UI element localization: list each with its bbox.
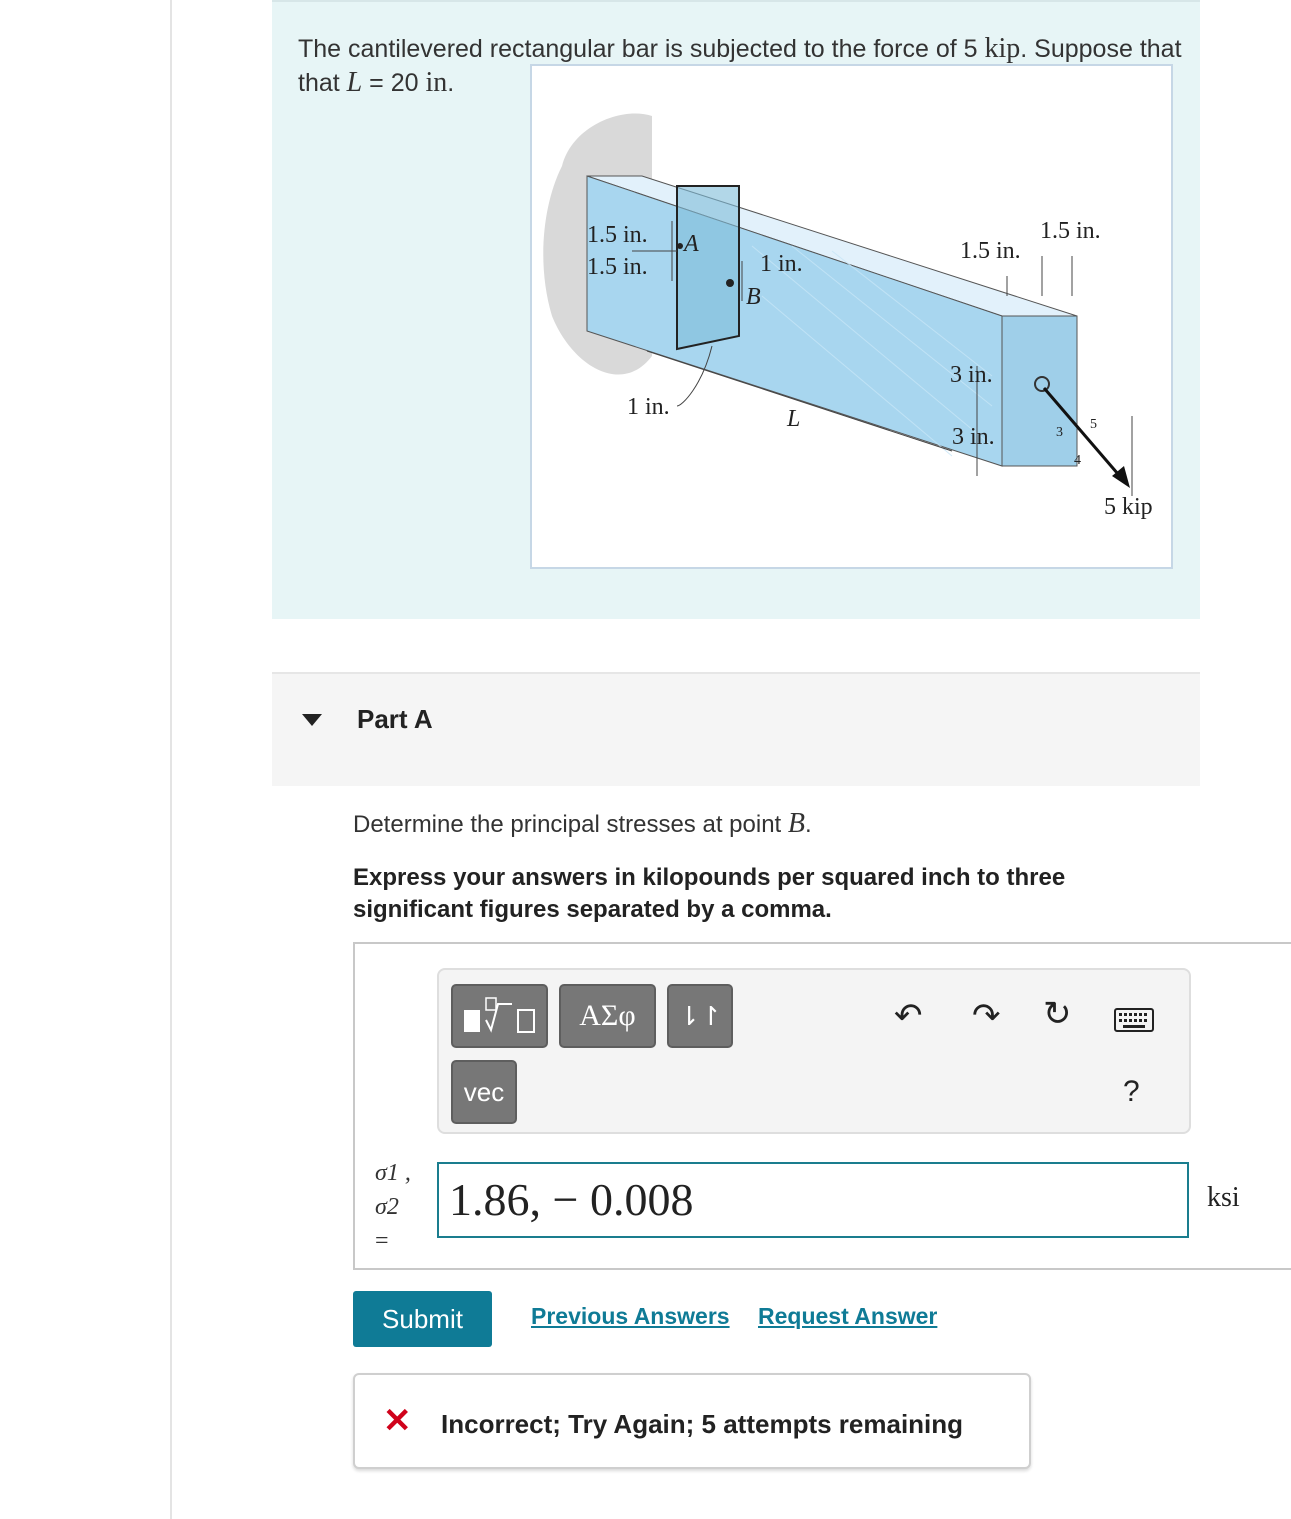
collapse-caret-icon[interactable] (302, 714, 322, 726)
subscript-superscript-button[interactable]: ⇂↾ (667, 984, 733, 1048)
help-button[interactable]: ? (1123, 1075, 1140, 1108)
incorrect-icon: ✕ (383, 1402, 412, 1440)
section-plane (677, 186, 739, 349)
label-point-b: B (746, 284, 761, 310)
slope-3: 3 (1056, 425, 1063, 440)
answer-instruction: Express your answers in kilopounds per squared inch to three significant figures separated by a comma. (353, 864, 1066, 923)
request-answer-link[interactable]: Request Answer (758, 1303, 938, 1329)
answer-input[interactable]: 1.86, − 0.008 (437, 1162, 1189, 1238)
dim-1in-bottom: 1 in. (627, 394, 670, 420)
left-divider (170, 0, 172, 1519)
dim-depth-lower: 3 in. (952, 424, 995, 450)
answer-variable-label: σ1 , σ2 = (375, 1160, 411, 1254)
force-label: 5 kip (1104, 494, 1153, 520)
point-b-marker (726, 279, 734, 287)
dim-width-1: 1.5 in. (960, 238, 1021, 264)
dim-width-2: 1.5 in. (1040, 218, 1101, 244)
problem-statement (272, 0, 1200, 619)
problem-figure[interactable] (530, 64, 1173, 569)
submit-button[interactable]: Submit (353, 1291, 492, 1347)
dim-depth-upper: 3 in. (950, 362, 993, 388)
point-a-marker (677, 243, 683, 249)
label-point-a: A (684, 231, 699, 257)
dim-1p5-upper: 1.5 in. (587, 222, 648, 248)
undo-icon[interactable]: ↶ (894, 997, 923, 1035)
vector-button[interactable]: vec (451, 1060, 517, 1124)
greek-symbols-button[interactable]: ΑΣφ (559, 984, 656, 1048)
part-a-header[interactable] (272, 672, 1200, 786)
previous-answers-link[interactable]: Previous Answers (531, 1303, 730, 1329)
feedback-text: Incorrect; Try Again; 5 attempts remaining (441, 1409, 964, 1439)
math-toolbar (437, 968, 1191, 1134)
slope-4: 4 (1074, 453, 1081, 468)
templates-button[interactable] (451, 984, 548, 1048)
dim-1in-right: 1 in. (760, 251, 803, 277)
label-length-l: L (787, 406, 801, 432)
templates-icon (460, 994, 540, 1038)
keyboard-icon[interactable] (1114, 1008, 1154, 1032)
redo-icon[interactable]: ↷ (972, 997, 1001, 1035)
feedback-message (353, 1373, 1031, 1469)
dim-1p5-lower: 1.5 in. (587, 254, 648, 280)
slope-5: 5 (1090, 417, 1097, 432)
question-text: Determine the principal stresses at point B. (353, 808, 812, 839)
problem-text: The cantilevered rectangular bar is subjected to the force of 5 kip. Suppose that that L = 20 in. (298, 33, 1182, 98)
cantilever-bar-diagram (532, 66, 1171, 567)
answer-unit: ksi (1207, 1182, 1240, 1213)
reset-icon[interactable]: ↻ (1043, 995, 1072, 1033)
part-title: Part A (357, 704, 433, 734)
answer-panel (353, 942, 1291, 1270)
